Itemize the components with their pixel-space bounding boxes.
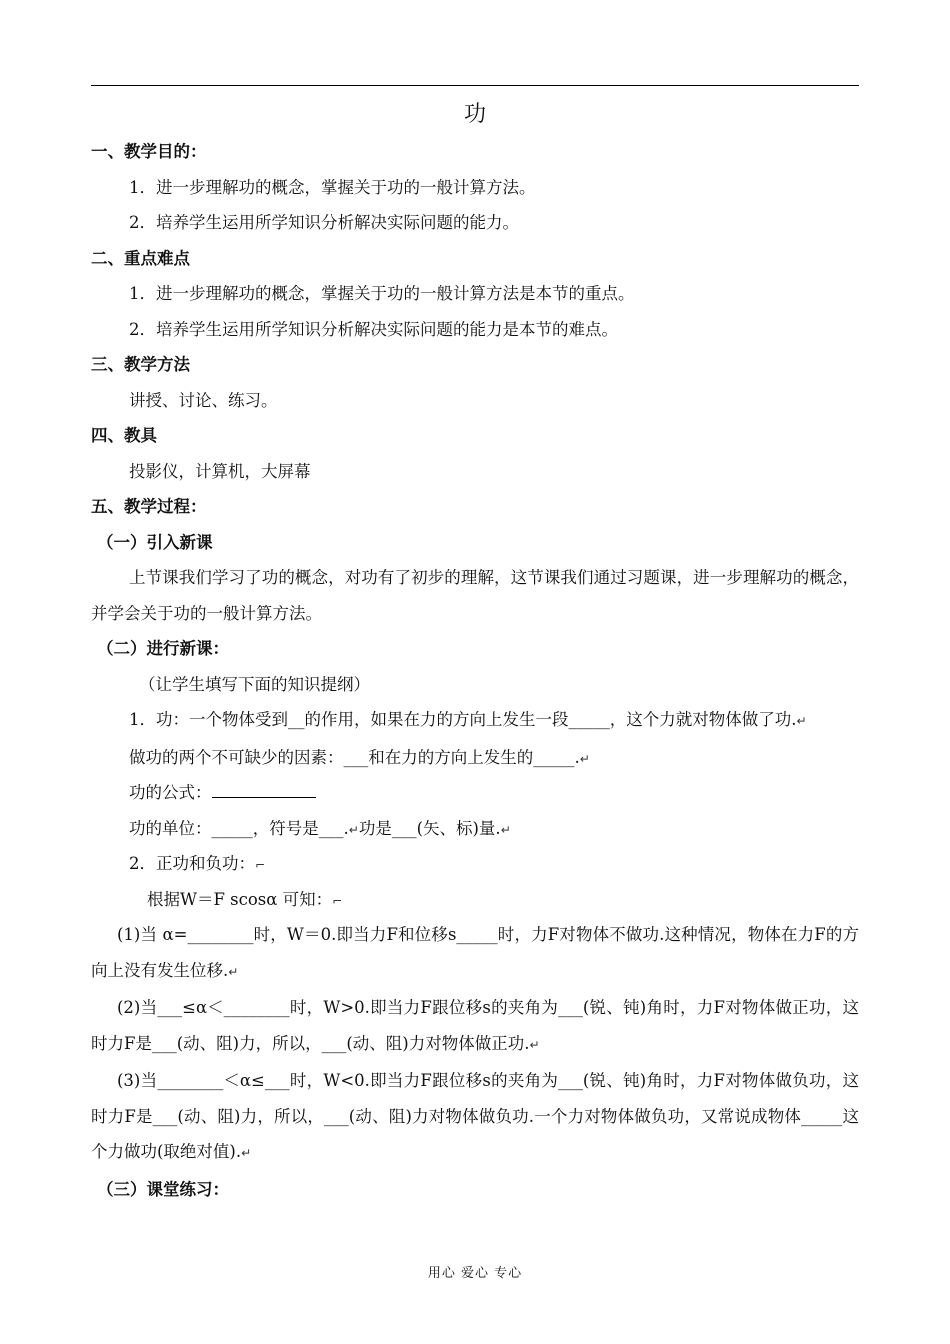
line-break-mark-icon: ⌐ xyxy=(255,858,266,872)
goal-item-1: 1．进一步理解功的概念，掌握关于功的一般计算方法。 xyxy=(129,177,536,197)
anchor-mark-icon: ↵ xyxy=(241,1146,252,1160)
work-scalar-text: 功是___(矢、标)量. xyxy=(358,818,501,838)
paragraph-mark-icon: ↵ xyxy=(529,1037,540,1052)
section-heading-tools: 四、教具 xyxy=(91,426,157,445)
case-3 xyxy=(91,1063,859,1172)
work-definition xyxy=(91,702,859,740)
paragraph-mark-icon: ↵ xyxy=(579,751,590,766)
paragraph-mark-icon: ↵ xyxy=(228,964,239,979)
work-formula xyxy=(91,775,859,811)
tools-text: 投影仪，计算机，大屏幕 xyxy=(129,461,311,481)
methods-text: 讲授、讨论、练习。 xyxy=(129,390,278,410)
paragraph-mark-icon: ↵ xyxy=(500,822,511,837)
goal-item-2: 2．培养学生运用所学知识分析解决实际问题的能力。 xyxy=(129,213,519,232)
part1-paragraph: 上节课我们学习了功的概念，对功有了初步的理解，这节课我们通过习题课，进一步理解功的概念，并学会关于功的一般计算方法。 xyxy=(91,568,859,623)
line-break-mark-icon: ⌐ xyxy=(332,893,343,908)
paragraph-mark-icon: ↵ xyxy=(348,822,359,837)
work-unit xyxy=(91,811,859,847)
section-heading-methods: 三、教学方法 xyxy=(91,355,190,374)
formula-blank-line xyxy=(212,779,316,798)
work-factors-text: 做功的两个不可缺少的因素：___和在力的方向上发生的_____. xyxy=(129,747,580,767)
case-2-text: (2)当___≤α＜________时，W>0.即当力F跟位移s的夹角为___(锐、钝)角时，力F对物体做正功，这时力F是___(动、阻)力，所以，___(动、阻)力对物体做正功. xyxy=(91,998,859,1053)
case-1-text: (1)当 α=________时，W＝0.即当力F和位移s_____时，力F对物体不做功.这种情况，物体在力F的方向上没有发生位移. xyxy=(91,925,859,980)
work-definition-text: 1．功：一个物体受到__的作用，如果在力的方向上发生一段_____，这个力就对物体做了功. xyxy=(129,710,797,729)
part2-note: （让学生填写下面的知识提纲） xyxy=(139,674,370,694)
work-formula-label: 功的公式： xyxy=(129,783,212,802)
page-footer: 用心 爱心 专心 xyxy=(427,1266,523,1281)
header-rule xyxy=(91,85,859,86)
section-heading-process: 五、教学过程： xyxy=(91,497,207,516)
keypoint-item-2: 2．培养学生运用所学知识分析解决实际问题的能力是本节的难点。 xyxy=(129,319,618,339)
positive-negative-work-text: 2．正功和负功： xyxy=(129,854,255,873)
part2-heading: （二）进行新课： xyxy=(97,639,229,658)
paragraph-mark-icon: ↵ xyxy=(796,714,807,728)
case-3-text: (3)当________＜α≤___时，W<0.即当力F跟位移s的夹角为___(锐、钝)角时，力F对物体做负功，这时力F是___(动、阻)力，所以，___(动、阻)力对物体做负功.一个力对物体做负功，又常说成物体_____这个力做功(取绝对值). xyxy=(91,1071,859,1161)
section-heading-keypoints: 二、重点难点 xyxy=(91,248,190,268)
positive-negative-work xyxy=(91,846,859,882)
formula-basis-text: 根据W＝F scosα 可知： xyxy=(147,889,333,909)
part1-heading: （一）引入新课 xyxy=(97,532,213,552)
keypoint-item-1: 1．进一步理解功的概念，掌握关于功的一般计算方法是本节的重点。 xyxy=(129,284,635,303)
work-unit-text: 功的单位：_____，符号是___. xyxy=(129,818,349,838)
formula-basis xyxy=(91,882,859,918)
case-2 xyxy=(91,990,859,1063)
page-title: 功 xyxy=(463,102,486,127)
work-factors xyxy=(91,740,859,776)
section-heading-goals: 一、教学目的： xyxy=(91,142,207,161)
case-1 xyxy=(91,917,859,990)
document-body xyxy=(91,96,859,1207)
part3-heading: （三）课堂练习： xyxy=(97,1179,229,1199)
